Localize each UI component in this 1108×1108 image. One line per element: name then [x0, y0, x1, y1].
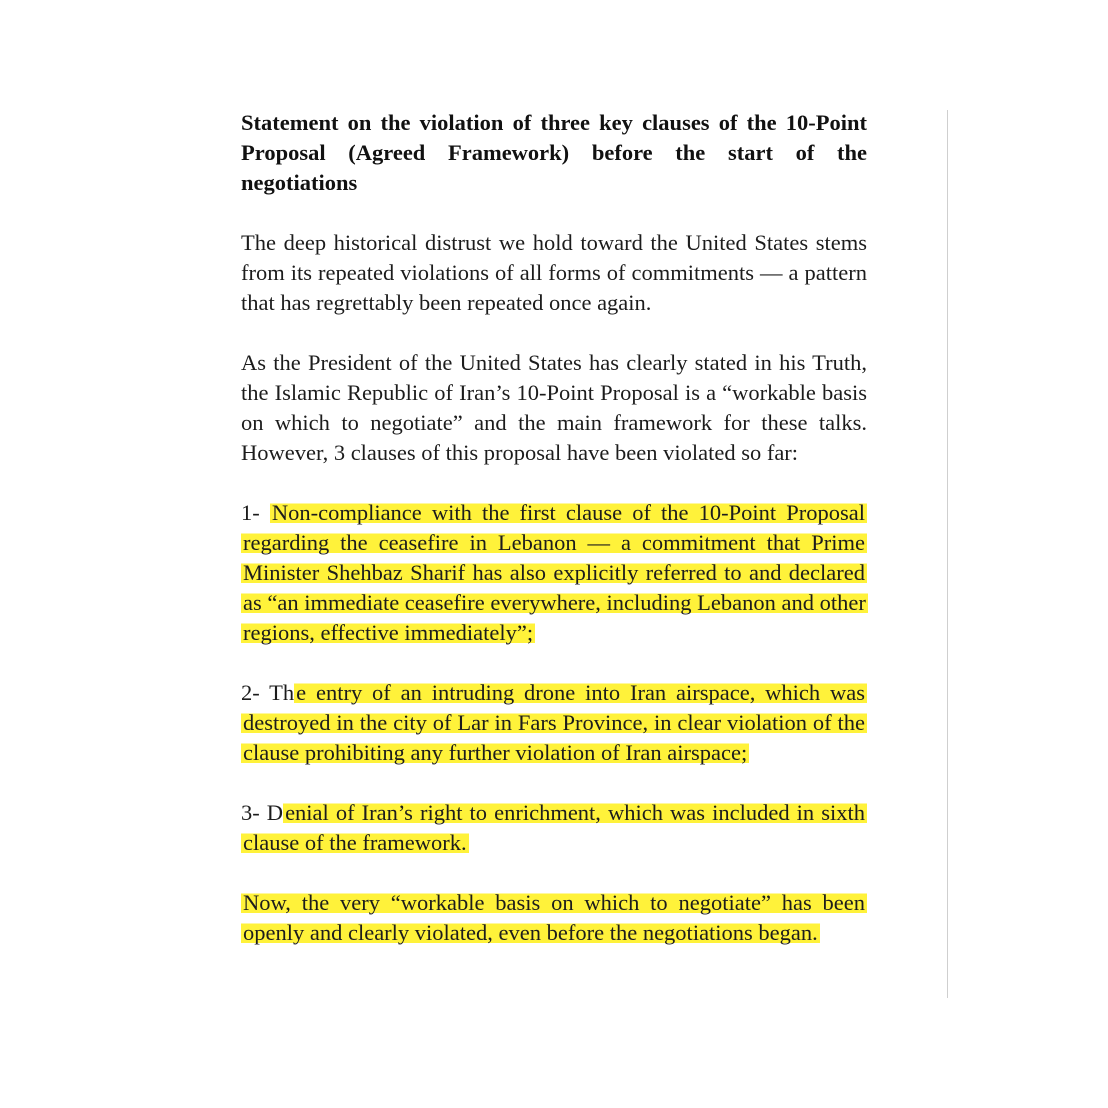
highlighted-text: enial of Iran’s right to enrichment, which was included in sixth clause of the framework.: [243, 800, 865, 855]
margin-rule: [947, 110, 948, 998]
clause-item-1: [241, 498, 867, 648]
statement-title: Statement on the violation of three key clauses of the 10-Point Proposal (Agreed Framework) before the start of the negotiations: [241, 110, 867, 195]
statement-body: [241, 108, 867, 978]
clause-number: 1-: [241, 500, 270, 525]
clause-number: 2- Th: [241, 680, 295, 705]
paragraph-framework: As the President of the United States has clearly stated in his Truth, the Islamic Republic of Iran’s 10-Point Proposal is a “workable basis on which to negotiate” and the main framework for these talks. However, 3 clauses of this proposal have been violated so far:: [241, 350, 867, 465]
highlighted-text: Non-compliance with the first clause of the 10-Point Proposal regarding the ceasefire in Lebanon — a commitment that Prime Minister Shehbaz Sharif has also explicitly referred to and declared as “an immediate ceasefire everywhere, including Lebanon and other regions, effective immediately”;: [243, 500, 866, 645]
clause-item-2: [241, 678, 867, 768]
highlighted-text: e entry of an intruding drone into Iran airspace, which was destroyed in the city of Lar in Fars Province, in clear violation of the clause prohibiting any further violation of Iran airspace;: [243, 680, 865, 765]
paragraph-distrust: The deep historical distrust we hold toward the United States stems from its repeated violations of all forms of commitments — a pattern that has regrettably been repeated once again.: [241, 230, 867, 315]
clause-number: 3- D: [241, 800, 284, 825]
highlighted-text: Now, the very “workable basis on which to negotiate” has been openly and clearly violated, even before the negotiations began.: [243, 890, 865, 945]
conclusion-paragraph: [241, 888, 867, 948]
clause-item-3: [241, 798, 867, 858]
